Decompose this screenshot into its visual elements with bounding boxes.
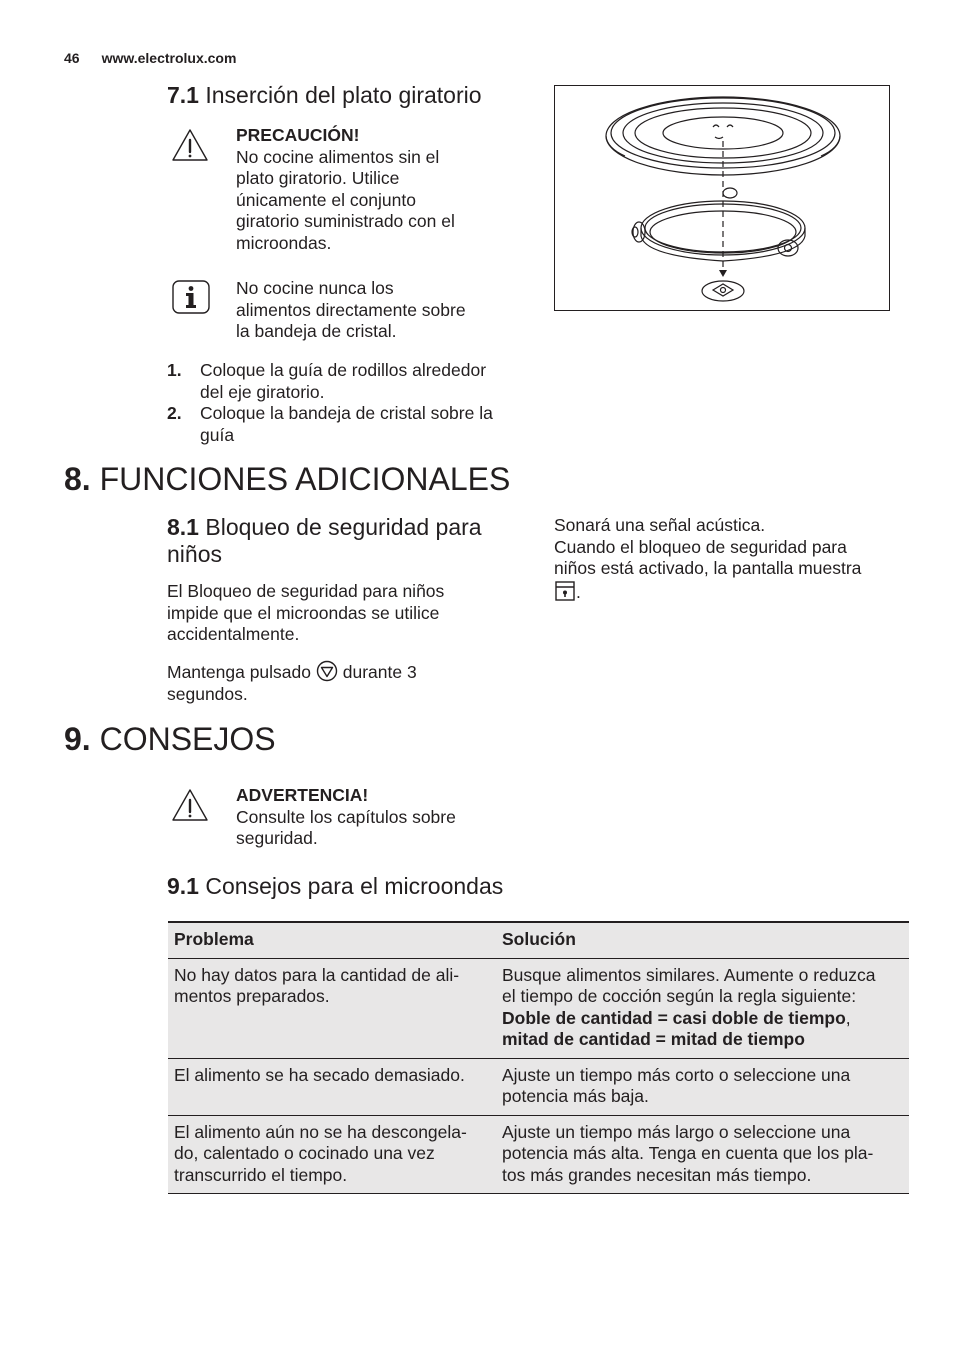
child-lock-instruction: [167, 660, 527, 705]
chapter-title: CONSEJOS: [99, 721, 276, 757]
table-row: [168, 1115, 909, 1194]
cell-line: ,: [845, 1007, 851, 1028]
caution-line: plato giratorio. Utilice: [236, 168, 400, 188]
paragraph-line: Cuando el bloqueo de seguridad para: [554, 536, 847, 557]
paragraph-line: Sonará una señal acústica.: [554, 515, 766, 535]
cell-line: Ajuste un tiempo más largo o seleccione una: [502, 1121, 851, 1142]
page-number: 46: [64, 50, 80, 66]
section-title: Consejos para el microondas: [205, 873, 504, 899]
warning-line: Consulte los capítulos sobre: [236, 806, 456, 827]
period: .: [576, 581, 581, 602]
chapter-title: FUNCIONES ADICIONALES: [99, 461, 511, 497]
section-number: 7.1: [167, 82, 199, 108]
table-row: [168, 1058, 909, 1115]
step-line: guía: [200, 424, 235, 445]
column-header: Problema: [168, 922, 494, 958]
table-header-row: [168, 922, 909, 958]
info-line: la bandeja de cristal.: [236, 321, 397, 341]
section-title-line: niños: [167, 541, 222, 567]
caution-line: No cocine alimentos sin el: [236, 146, 440, 167]
section-number: 8.1: [167, 514, 199, 540]
rule-text: mitad de cantidad = mitad de tiempo: [502, 1029, 805, 1049]
steps-list: [167, 360, 527, 446]
child-lock-result: [554, 515, 894, 603]
cell-line: mentos preparados.: [174, 986, 330, 1006]
turntable-drawing: [555, 86, 889, 310]
problem-cell: [168, 958, 494, 1058]
list-item: [167, 360, 527, 403]
section-7-1-heading: [167, 82, 482, 109]
chapter-number: 9.: [64, 721, 91, 757]
cell-line: Ajuste un tiempo más corto o seleccione una: [502, 1064, 851, 1085]
caution-line: giratorio suministrado con el: [236, 211, 455, 231]
warning-line: seguridad.: [236, 828, 318, 848]
tips-table: [168, 921, 909, 1194]
paragraph-line: impide que el microondas se utilice: [167, 602, 440, 623]
child-lock-display-icon: [554, 580, 576, 602]
table-row: [168, 958, 909, 1058]
solution-cell: [494, 1115, 909, 1194]
cell-line: No hay datos para la cantidad de ali-: [174, 964, 460, 985]
instruction-text: durante 3: [342, 662, 417, 682]
rule-text: Doble de cantidad = casi doble de tiempo: [502, 1007, 846, 1028]
caution-line: únicamente el conjunto: [236, 189, 416, 210]
cell-line: do, calentado o cocinado una vez: [174, 1143, 435, 1163]
step-line: Coloque la guía de rodillos alrededor: [200, 360, 487, 380]
step-number: 2.: [167, 403, 182, 423]
solution-cell: [494, 958, 909, 1058]
website-link[interactable]: www.electrolux.com: [101, 50, 237, 66]
warning-triangle-icon: [170, 127, 210, 163]
cell-line: El alimento se ha secado demasiado.: [174, 1064, 465, 1085]
caution-title: PRECAUCIÓN!: [236, 125, 360, 145]
paragraph-line: El Bloqueo de seguridad para niños: [167, 581, 445, 601]
info-line: No cocine nunca los: [236, 278, 394, 298]
page-header: [64, 50, 236, 66]
caution-notice: [236, 125, 536, 254]
instruction-text: Mantenga pulsado: [167, 662, 311, 682]
info-line: alimentos directamente sobre: [236, 299, 466, 320]
info-notice: [236, 278, 536, 343]
cell-line: potencia más alta. Tenga en cuenta que los pla-: [502, 1143, 874, 1163]
caution-line: microondas.: [236, 232, 332, 253]
cell-line: potencia más baja.: [502, 1086, 649, 1106]
section-number: 9.1: [167, 873, 199, 899]
cell-line: El alimento aún no se ha descongela-: [174, 1121, 467, 1142]
warning-notice: [236, 785, 536, 850]
info-icon: [172, 280, 210, 314]
child-lock-description: [167, 581, 527, 646]
cell-line: transcurrido el tiempo.: [174, 1164, 348, 1185]
warning-triangle-icon: [170, 787, 210, 823]
instruction-text: segundos.: [167, 683, 248, 704]
step-line: Coloque la bandeja de cristal sobre la: [200, 403, 493, 423]
problem-cell: [168, 1115, 494, 1194]
list-item: [167, 403, 527, 446]
paragraph-line: accidentalmente.: [167, 624, 300, 644]
cell-line: tos más grandes necesitan más tiempo.: [502, 1164, 812, 1185]
cell-line: el tiempo de cocción según la regla siguiente:: [502, 986, 857, 1006]
problem-cell: [168, 1058, 494, 1115]
warning-title: ADVERTENCIA!: [236, 785, 369, 805]
section-8-heading: [64, 461, 510, 497]
section-title-line: Bloqueo de seguridad para: [205, 514, 482, 540]
solution-cell: [494, 1058, 909, 1115]
column-header: Solución: [494, 922, 909, 958]
step-number: 1.: [167, 360, 182, 380]
cell-line: Busque alimentos similares. Aumente o reduzca: [502, 964, 876, 985]
section-title: Inserción del plato giratorio: [205, 82, 482, 108]
stop-button-icon: [316, 660, 338, 682]
section-9-heading: [64, 721, 276, 757]
paragraph-line: niños está activado, la pantalla muestra: [554, 558, 862, 578]
turntable-illustration: [554, 85, 890, 311]
step-line: del eje giratorio.: [200, 381, 325, 402]
chapter-number: 8.: [64, 461, 91, 497]
section-9-1-heading: [167, 873, 503, 900]
section-8-1-heading: [167, 514, 527, 568]
